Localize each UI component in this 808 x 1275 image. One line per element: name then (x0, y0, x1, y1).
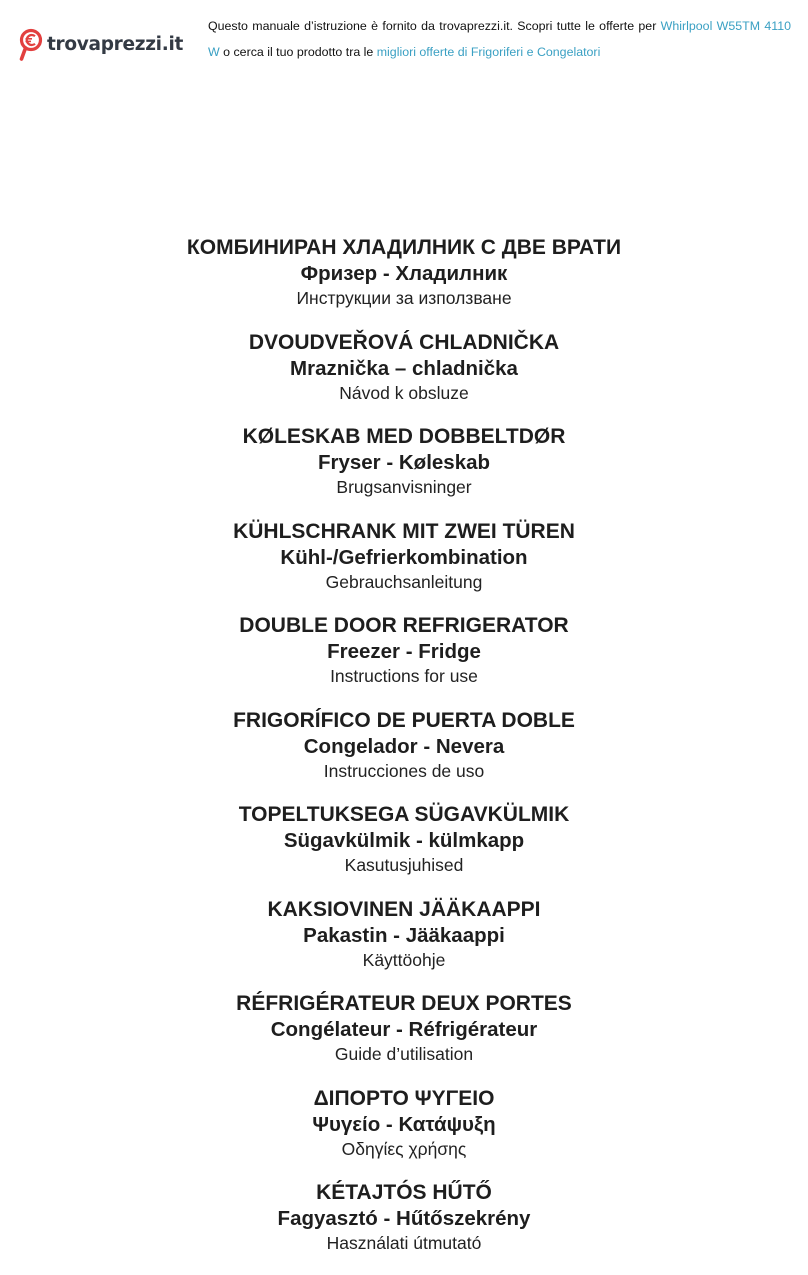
title-cs: DVOUDVEŘOVÁ CHLADNIČKA (248, 330, 560, 354)
subtitle-hu: Fagyasztó - Hűtőszekrény (277, 1207, 531, 1230)
title-fi: KAKSIOVINEN JÄÄKAAPPI (267, 897, 541, 921)
subtitle-bg: Фризер - Хладилник (300, 262, 508, 285)
product-offers-link[interactable]: Whirlpool W55TM 4110 W (208, 19, 791, 59)
page-header (0, 0, 808, 70)
caption-fr: Guide d’utilisation (334, 1044, 474, 1064)
title-block-en (0, 613, 808, 708)
title-block-hu (0, 1180, 808, 1275)
title-block-fr (0, 991, 808, 1086)
subtitle-de: Kühl-/Gefrierkombination (280, 545, 528, 569)
category-offers-link[interactable]: migliori offerte di Frigoriferi e Congelatori (376, 45, 601, 59)
title-block-bg (0, 235, 808, 330)
subtitle-fi: Pakastin - Jääkaappi (303, 923, 505, 947)
download-notice (208, 13, 791, 65)
title-block-da (0, 424, 808, 519)
title-bg: КОМБИНИРАН ХЛАДИЛНИК С ДВЕ ВРАТИ (186, 236, 622, 259)
magnifier-euro-icon (18, 28, 44, 62)
caption-el: Οδηγίες χρήσης (341, 1138, 467, 1159)
caption-es: Instrucciones de uso (323, 760, 485, 781)
caption-da: Brugsanvisninger (336, 477, 472, 497)
notice-text-1: Questo manuale d’istruzione è fornito da trovaprezzi.it. Scopri tutte le offerte per (208, 19, 661, 33)
title-es: FRIGORÍFICO DE PUERTA DOBLE (233, 708, 575, 732)
title-block-fi (0, 897, 808, 992)
title-block-de (0, 519, 808, 614)
manual-titles (0, 235, 808, 1275)
subtitle-et: Sügavkülmik - külmkapp (283, 829, 525, 852)
subtitle-da: Fryser - Køleskab (317, 451, 491, 474)
caption-de: Gebrauchsanleitung (325, 571, 483, 592)
caption-hu: Használati útmutató (326, 1233, 482, 1253)
title-block-es (0, 708, 808, 803)
title-en: DOUBLE DOOR REFRIGERATOR (239, 614, 569, 637)
logo-text: trovaprezzi.it (47, 33, 184, 55)
title-da: KØLESKAB MED DOBBELTDØR (242, 425, 566, 448)
caption-et: Kasutusjuhised (344, 855, 464, 875)
caption-en: Instructions for use (330, 666, 478, 686)
title-fr: RÉFRIGÉRATEUR DEUX PORTES (236, 992, 572, 1015)
caption-cs: Návod k obsluze (339, 382, 469, 403)
title-el: ΔΙΠΟΡΤΟ ΨΥΓΕΙΟ (313, 1086, 495, 1110)
notice-text-2: o cerca il tuo prodotto tra le (219, 45, 377, 59)
title-block-et (0, 802, 808, 897)
title-de: KÜHLSCHRANK MIT ZWEI TÜREN (233, 519, 575, 543)
title-et: TOPELTUKSEGA SÜGAVKÜLMIK (238, 803, 570, 826)
caption-fi: Käyttöohje (362, 949, 446, 970)
title-block-cs (0, 330, 808, 425)
subtitle-cs: Mraznička – chladnička (290, 356, 518, 380)
caption-bg: Инструкции за използване (296, 288, 512, 308)
trovaprezzi-logo[interactable] (18, 28, 183, 62)
title-hu: KÉTAJTÓS HŰTŐ (316, 1181, 492, 1204)
subtitle-en: Freezer - Fridge (327, 640, 481, 663)
subtitle-el: Ψυγείο - Κατάψυξη (312, 1112, 496, 1136)
subtitle-es: Congelador - Nevera (303, 734, 505, 758)
title-block-el (0, 1086, 808, 1181)
subtitle-fr: Congélateur - Réfrigérateur (270, 1018, 538, 1041)
